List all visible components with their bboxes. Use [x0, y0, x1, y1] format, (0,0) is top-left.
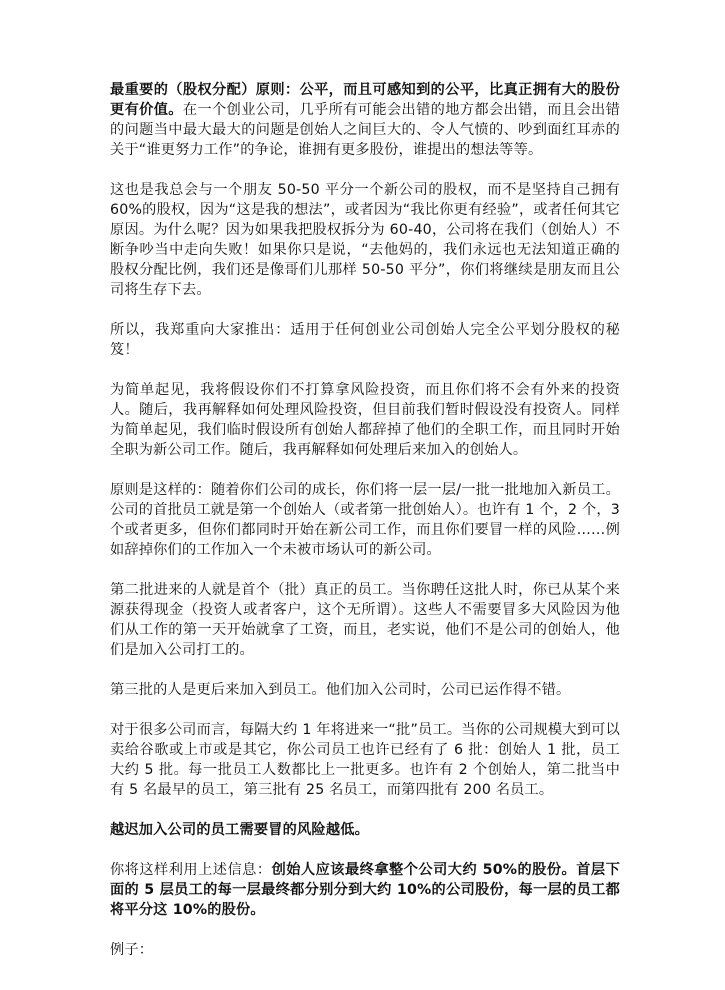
principle-bold-text: 最重要的（股权分配）原则：公平，而且可感知到的公平，比真正拥有大的股份更有价值。 [110, 82, 620, 118]
paragraph-allocation-rule [110, 860, 620, 920]
paragraph-batches-per-year: 对于很多公司而言，每隔大约 1 年将进来一“批”员工。当你的公司规模大到可以卖给谷歌或上市或是其它，你公司员工也许已经有了 6 批：创始人 1 批，员工大约 5 批。每一批员工人数都比上一批更多。也许有 2 个创始人，第二批当中有 5 名最早的员工，第三批有 25 名员工，而第四批有 200 名员工。 [110, 722, 620, 798]
document-page [110, 80, 620, 960]
paragraph-50-50-split: 这也是我总会与一个朋友 50-50 平分一个新公司的股权，而不是坚持自己拥有 60%的股权，因为“这是我的想法”，或者因为“我比你更有经验”，或者任何其它原因。为什么呢？因为如果我把股权拆分为 60-40，公司将在我们（创始人）不断争吵当中走向失败！如果你只是说，“去他妈的，我们永远也无法知道正确的股权分配比例，我们还是像哥们儿那样 50-50 平分”，你们将继续是朋友而且公司将生存下去。 [110, 182, 620, 298]
paragraph-assumptions: 为简单起见，我将假设你们不打算拿风险投资，而且你们将不会有外来的投资人。随后，我再解释如何处理风险投资，但目前我们暂时假设没有投资人。同样为简单起见，我们临时假设所有创始人都辞掉了他们的全职工作，而且同时开始全职为新公司工作。随后，我再解释如何处理后来加入的创始人。 [110, 382, 620, 458]
paragraph-second-batch: 第二批进来的人就是首个（批）真正的员工。当你聘任这批人时，你已从某个来源获得现金（投资人或者客户，这个无所谓）。这些人不需要冒多大风险因为他们从工作的第一天开始就拿了工资，而且，老实说，他们不是公司的创始人，他们是加入公司打工的。 [110, 582, 620, 658]
paragraph-principle [110, 80, 620, 160]
paragraph-example-label: 例子： [110, 942, 154, 958]
principle-body-text: 在一个创业公司，几乎所有可能会出错的地方都会出错，而且会出错的问题当中最大最大的问题是创始人之间巨大的、令人气愤的、吵到面红耳赤的关于“谁更努力工作”的争论，谁拥有更多股份，谁提出的想法等等。 [110, 102, 620, 158]
paragraph-third-batch: 第三批的人是更后来加入到员工。他们加入公司时，公司已运作得不错。 [110, 682, 571, 698]
allocation-bold-text: 创始人应该最终拿整个公司大约 50%的股份。首层下面的 5 层员工的每一层最终都分别分到大约 10%的公司股份，每一层的员工都将平分这 10%的股份。 [110, 862, 620, 918]
paragraph-secret-intro: 所以，我郑重向大家推出：适用于任何创业公司创始人完全公平划分股权的秘笈！ [110, 322, 620, 358]
paragraph-risk-statement: 越迟加入公司的员工需要冒的风险越低。 [110, 822, 369, 838]
paragraph-layers-principle: 原则是这样的：随着你们公司的成长，你们将一层一层/一批一批地加入新员工。公司的首批员工就是第一个创始人（或者第一批创始人）。也许有 1 个，2 个，3 个或者更多，但你们都同时开始在新公司工作，而且你们要冒一样的风险……例如辞掉你们的工作加入一个未被市场认可的新公司。 [110, 482, 620, 558]
allocation-lead-text: 你将这样利用上述信息： [110, 862, 272, 878]
